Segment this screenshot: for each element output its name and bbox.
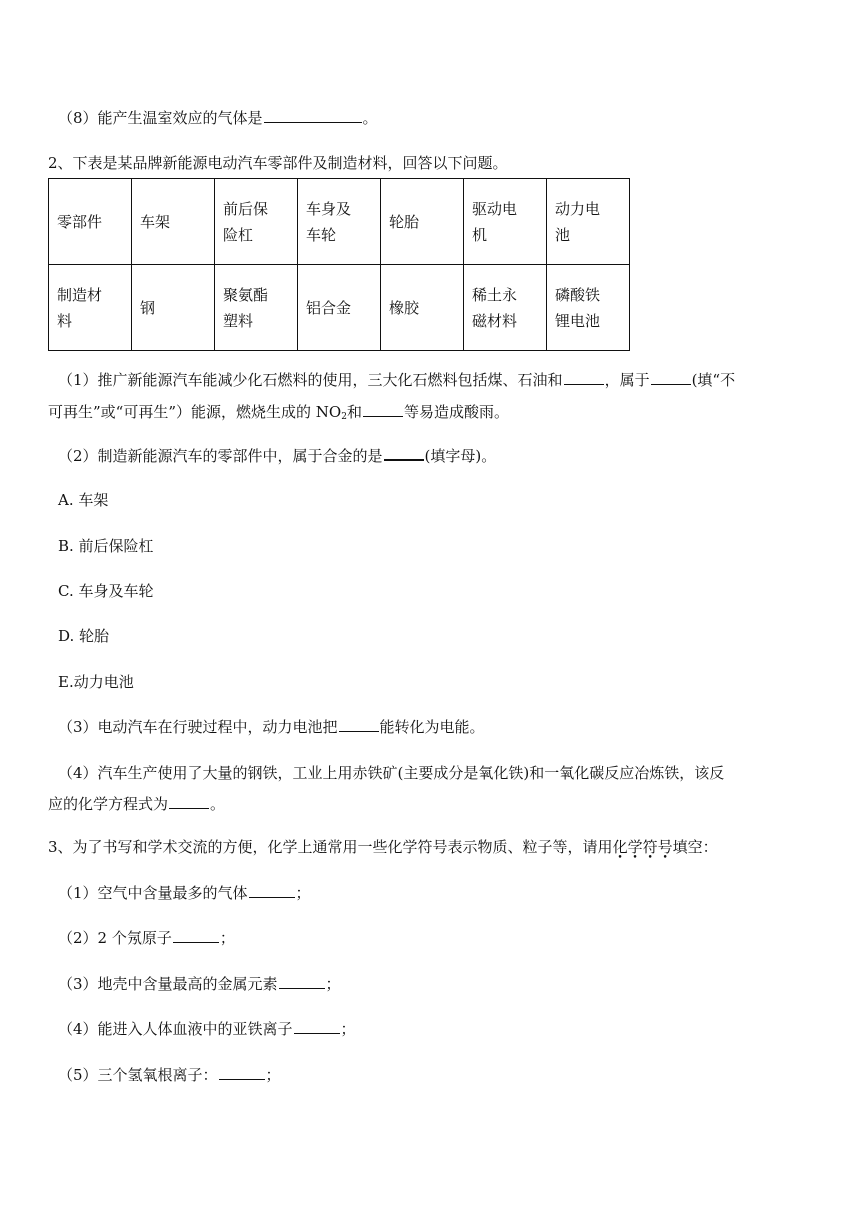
answer-blank[interactable] [249,883,295,898]
question-3-5: （5）三个氢氧根离子： ； [58,1066,281,1084]
table-cell: 前后保 险杠 [215,179,298,265]
question-3-4: （4）能进入人体血液中的亚铁离子 ； [58,1020,356,1038]
table-cell: 零部件 [49,179,132,265]
answer-blank[interactable] [294,1019,340,1034]
table-cell: 钢 [132,265,215,351]
table-cell: 稀土永 磁材料 [464,265,547,351]
table-cell: 聚氨酯 塑料 [215,265,298,351]
question-3-stem: 3、为了书写和学术交流的方便，化学上通常用一些化学符号表示物质、粒子等，请用化学符号填空： [48,838,718,856]
question-2-4-line2: 应的化学方程式为 。 [48,795,226,813]
answer-blank[interactable] [173,928,219,943]
option-b: B. 前后保险杠 [58,537,154,555]
table-cell: 驱动电 机 [464,179,547,265]
answer-blank[interactable] [264,108,362,123]
table-row [49,265,630,351]
answer-blank[interactable] [339,717,379,732]
question-2-stem: 2、下表是某品牌新能源电动汽车零部件及制造材料，回答以下问题。 [48,154,508,172]
table-cell: 磷酸铁 锂电池 [547,265,630,351]
table-cell: 动力电 池 [547,179,630,265]
parts-materials-table [48,178,630,351]
question-3-2: （2）2 个氖原子 ； [58,929,235,947]
table-cell: 轮胎 [381,179,464,265]
table-cell: 铝合金 [298,265,381,351]
table-cell: 车架 [132,179,215,265]
question-3-1: （1）空气中含量最多的气体 ； [58,884,311,902]
option-a: A. 车架 [58,491,109,509]
question-2-2: （2）制造新能源汽车的零部件中，属于合金的是 (填字母)。 [58,447,497,465]
answer-blank[interactable] [384,445,424,461]
answer-blank[interactable] [564,370,604,385]
answer-blank[interactable] [279,974,325,989]
question-2-4-line1: （4）汽车生产使用了大量的钢铁，工业上用赤铁矿(主要成分是氧化铁)和一氧化碳反应冶炼铁，该反 [58,764,725,782]
table-cell: 制造材 料 [49,265,132,351]
table-row [49,179,630,265]
question-1-8: （8）能产生温室效应的气体是 。 [58,109,378,127]
option-c: C. 车身及车轮 [58,582,154,600]
answer-blank[interactable] [651,370,691,385]
table-cell: 橡胶 [381,265,464,351]
question-2-1-line1: （1）推广新能源汽车能减少化石燃料的使用，三大化石燃料包括煤、石油和 ，属于 (填“不 [58,371,736,389]
question-3-3: （3）地壳中含量最高的金属元素 ； [58,975,341,993]
answer-blank[interactable] [363,402,403,417]
table-cell: 车身及 车轮 [298,179,381,265]
answer-blank[interactable] [169,794,209,809]
option-e: E.动力电池 [58,673,134,691]
answer-blank[interactable] [219,1065,265,1080]
question-2-3: （3）电动汽车在行驶过程中，动力电池把 能转化为电能。 [58,718,485,736]
option-d: D. 轮胎 [58,627,110,645]
question-2-1-line2: 可再生”或“可再生”）能源，燃烧生成的 $NO_2$和 等易造成酸雨。 [48,403,509,422]
